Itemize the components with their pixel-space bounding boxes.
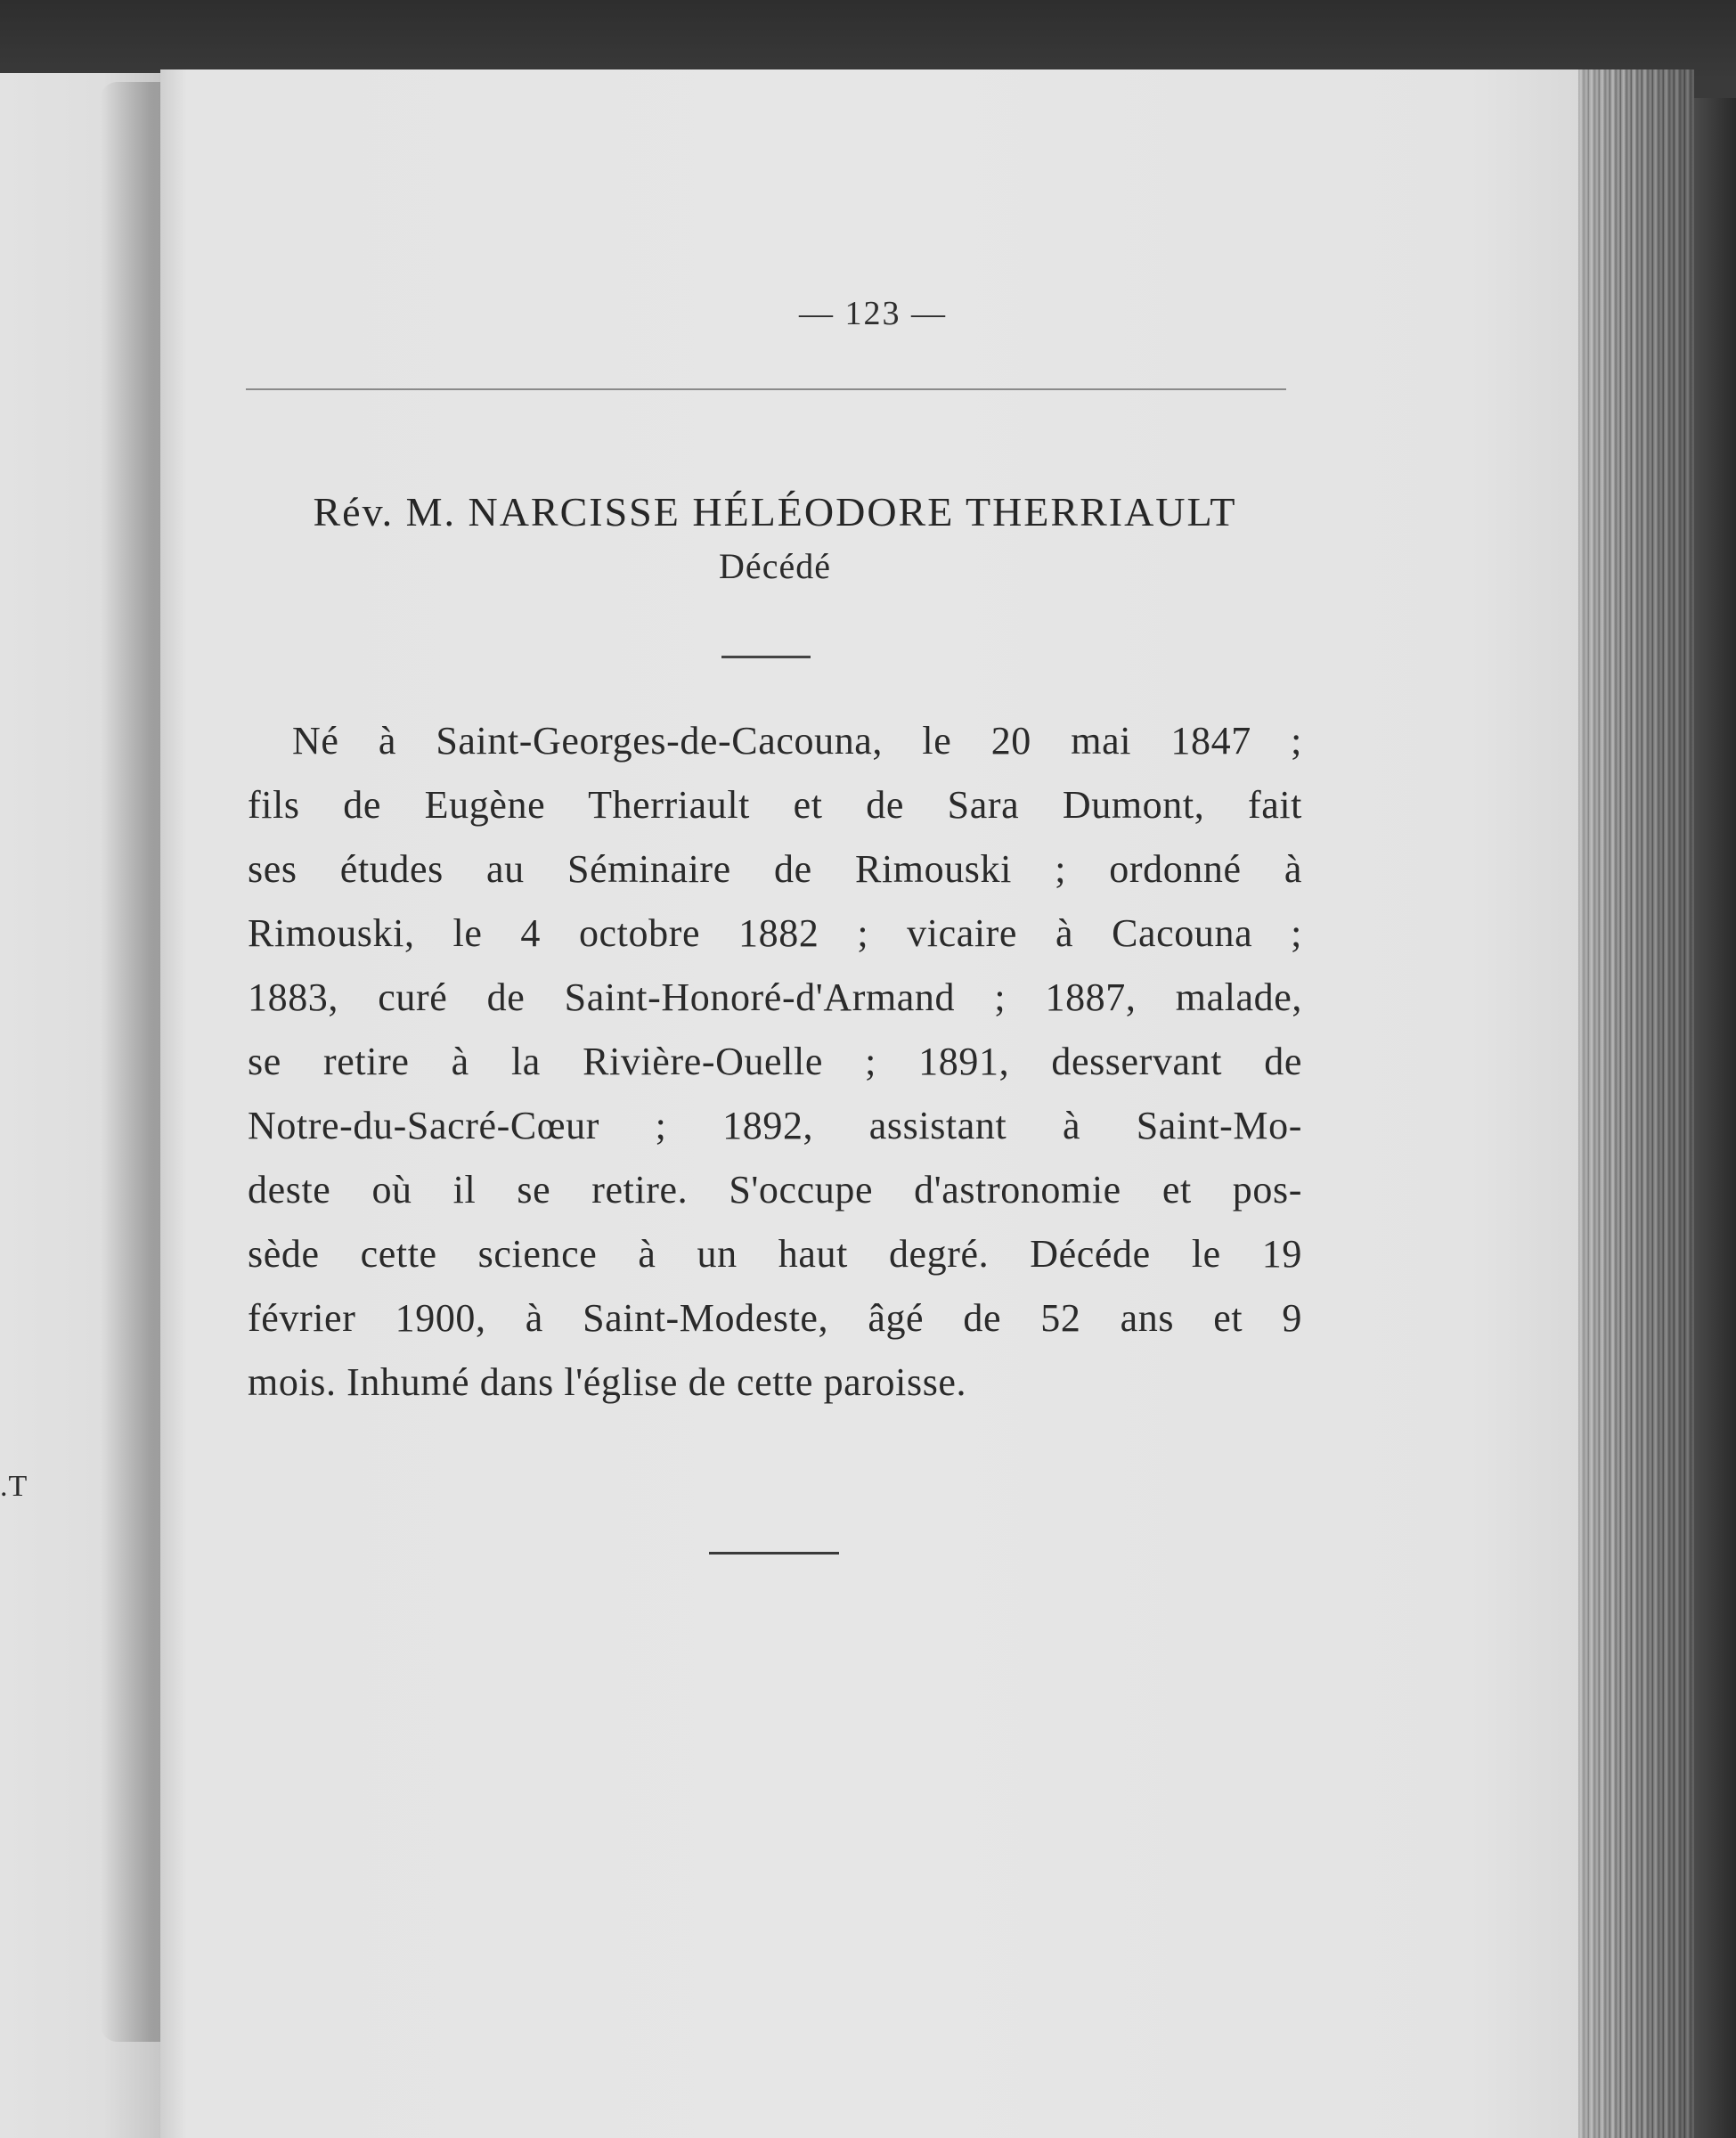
page-number-header: — 123 —	[799, 295, 947, 332]
entry-title: Rév. M. NARCISSE HÉLÉODORE THERRIAULT	[313, 489, 1237, 534]
body-line: sède cette science à un haut degré. Décéde le 19	[248, 1232, 1302, 1276]
body-line: Notre-du-Sacré-Cœur ; 1892, assistant à Saint-Mo-	[248, 1104, 1302, 1147]
book-cover-edge	[1694, 98, 1736, 2138]
end-separator-rule	[709, 1552, 839, 1555]
body-line: 1883, curé de Saint-Honoré-d'Armand ; 1887, malade,	[248, 975, 1302, 1019]
body-line: deste où il se retire. S'occupe d'astronomie et pos-	[248, 1168, 1302, 1212]
body-line: Né à Saint-Georges-de-Cacouna, le 20 mai 1847 ;	[292, 719, 1302, 763]
body-line: se retire à la Rivière-Ouelle ; 1891, desservant de	[248, 1040, 1302, 1083]
body-line: Rimouski, le 4 octobre 1882 ; vicaire à Cacouna ;	[248, 911, 1302, 955]
left-page-text-fragment: .T	[0, 1470, 29, 1503]
page-block-shading	[1578, 69, 1694, 2138]
body-line: fils de Eugène Therriault et de Sara Dumont, fait	[248, 783, 1302, 827]
title-separator-rule	[721, 656, 811, 658]
header-rule	[246, 388, 1286, 390]
entry-subtitle: Décédé	[719, 546, 831, 586]
body-line: mois. Inhumé dans l'église de cette paroisse.	[248, 1360, 967, 1404]
body-line: février 1900, à Saint-Modeste, âgé de 52 ans et 9	[248, 1296, 1302, 1340]
body-line: ses études au Séminaire de Rimouski ; ordonné à	[248, 847, 1302, 891]
biography-paragraph	[248, 709, 1302, 1415]
